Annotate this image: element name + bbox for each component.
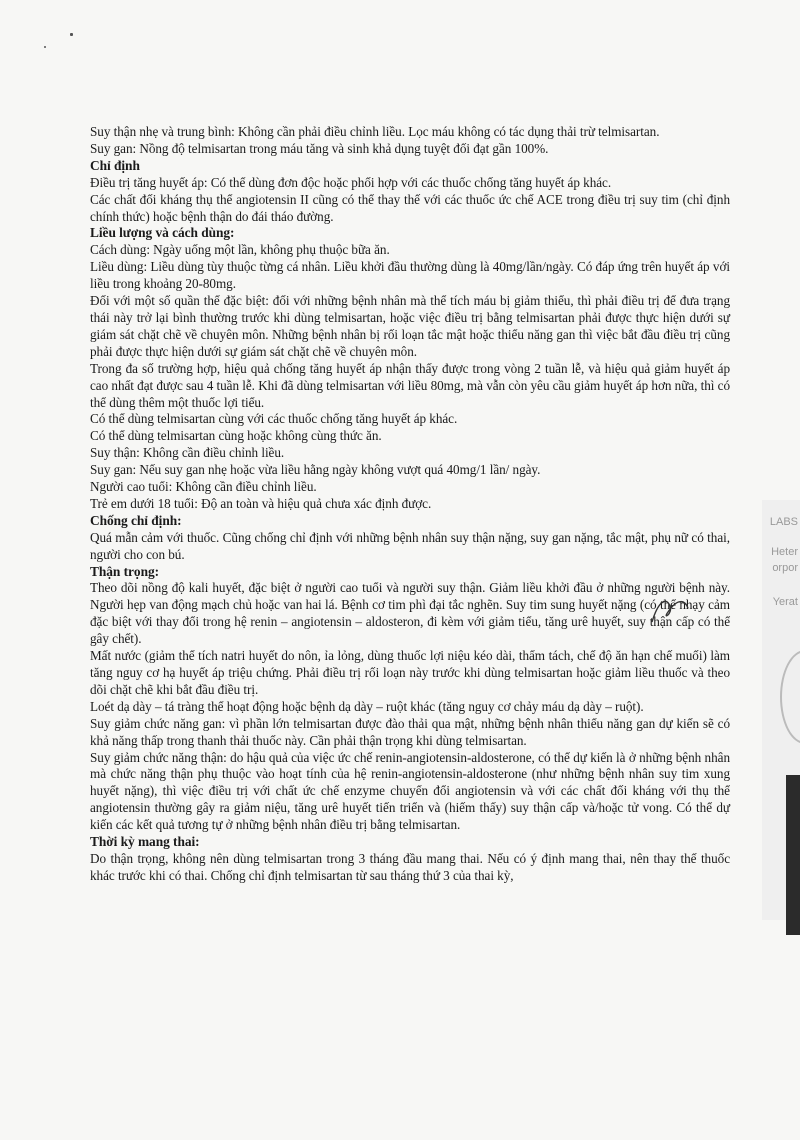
section-heading-lieu-luong: Liều lượng và cách dùng: [90, 225, 235, 241]
section-heading-thai-ky: Thời kỳ mang thai: [90, 834, 200, 850]
paragraph: Suy giảm chức năng thận: do hậu quả của việc ức chế renin-angiotensin-aldosterone, có thể dự kiến là ở những bệnh nhân mà chức năng thận phụ thuộc vào hoạt tính của hệ renin-angiotensin-aldosterone (như những bệnh nhân suy tim xung huyết nặng), thì việc điều trị với chất ức chế enzyme chuyển đổi angiotensin và với các chất đối kháng với thụ thể angiotensin thường gây ra giảm niệu, tăng urê huyết tiến triển và (hiếm thấy) suy thận cấp và/hoặc tử vong. Có thể dự kiến các kết quả tương tự ở những bệnh nhân điều trị bằng telmisartan. [90, 749, 730, 833]
paragraph: Suy giảm chức năng gan: vì phần lớn telmisartan được đào thải qua mật, những bệnh nhân thiểu năng gan dự kiến sẽ có khả năng thấp trong thanh thải thuốc này. Cần phải thận trọng khi dùng telmisartan. [90, 715, 730, 748]
paragraph: Trẻ em dưới 18 tuổi: Độ an toàn và hiệu quả chưa xác định được. [90, 495, 432, 511]
paragraph: Suy thận: Không cần điều chỉnh liều. [90, 445, 285, 461]
paragraph: Suy gan: Nồng độ telmisartan trong máu tăng và sinh khả dụng tuyệt đối đạt gần 100%. [90, 140, 549, 156]
paragraph: Suy gan: Nếu suy gan nhẹ hoặc vừa liều hằng ngày không vượt quá 40mg/1 lần/ ngày. [90, 462, 541, 478]
paragraph: Người cao tuổi: Không cần điều chỉnh liều. [90, 479, 317, 495]
edge-text: LABS [769, 516, 798, 528]
paragraph: Suy thận nhẹ và trung bình: Không cần phải điều chỉnh liều. Lọc máu không có tác dụng thải trừ telmisartan. [90, 124, 660, 139]
paragraph: Đối với một số quần thể đặc biệt: đối với những bệnh nhân mà thể tích máu bị giảm thiểu, thì phải điều trị để đưa trạng thái này trở lại bình thường trước khi dùng telmisartan, hoặc việc điều trị bằng telmisartan phải được thực hiện dưới sự giám sát chặt chẽ về chuyên môn. Những bệnh nhân bị rối loạn tắc mật hoặc thiểu năng gan thì việc bắt đầu điều trị cũng phải được thực hiện dưới sự giám sát chặt chẽ về chuyên môn. [90, 293, 730, 359]
edge-dark-bar [786, 775, 800, 935]
section-heading-chong-chi-dinh: Chống chỉ định: [90, 512, 182, 528]
paragraph: Có thể dùng telmisartan cùng hoặc không cùng thức ăn. [90, 428, 382, 444]
section-heading-than-trong: Thận trọng: [90, 563, 160, 579]
paragraph: Có thể dùng telmisartan cùng với các thuốc chống tăng huyết áp khác. [90, 411, 458, 427]
edge-text: Yerat [772, 596, 798, 608]
paragraph: Liều dùng: Liều dùng tùy thuộc từng cá nhân. Liều khởi đầu thường dùng là 40mg/lần/ngày. Có đáp ứng trên huyết áp với liều trong khoảng 20-80mg. [90, 259, 730, 292]
paragraph: Mất nước (giảm thể tích natri huyết do nôn, ỉa lỏng, dùng thuốc lợi niệu kéo dài, thẩm tách, chế độ ăn hạn chế muối) làm tăng nguy cơ hạ huyết áp triệu chứng. Phải điều trị rối loạn này trước khi dùng telmisartan hoặc giảm liều thuốc và theo dõi chặt chẽ khi bắt đầu điều trị. [90, 648, 730, 697]
paragraph: Theo dõi nồng độ kali huyết, đặc biệt ở người cao tuổi và người suy thận. Giảm liều khởi đầu ở những người bệnh này. Người hẹp van động mạch chủ hoặc van hai lá. Bệnh cơ tim phì đại tắc nghẽn. Suy tim sung huyết nặng (có thể nhạy cảm đặc biệt với thay đổi trong hệ renin – angiotensin – aldosteron, đi kèm với giảm tiểu, tăng urê huyết, suy thận cấp có thể gây chết). [90, 580, 730, 647]
scan-speck [70, 33, 73, 36]
paragraph: Trong đa số trường hợp, hiệu quả chống tăng huyết áp nhận thấy được trong vòng 2 tuần lễ, và hiệu quả giảm huyết áp cao nhất đạt được sau 4 tuần lễ. Khi đã dùng telmisartan với liều 80mg, mà vẫn còn yêu cầu giảm huyết áp hơn nữa, thì có thể dùng thêm một thuốc lợi tiểu. [90, 360, 730, 410]
document-page [90, 124, 730, 885]
paragraph: Cách dùng: Ngày uống một lần, không phụ thuộc bữa ăn. [90, 242, 390, 258]
paragraph: Các chất đối kháng thụ thể angiotensin II cũng có thể thay thế với các thuốc ức chế ACE trong điều trị suy tim (chỉ định chính thức) hoặc bệnh thận do đái tháo đường. [90, 191, 730, 224]
paragraph: Quá mẫn cảm với thuốc. Cũng chống chỉ định với những bệnh nhân suy thận nặng, suy gan nặng, tắc mật, phụ nữ có thai, người cho con bú. [90, 529, 730, 562]
paragraph: Điều trị tăng huyết áp: Có thể dùng đơn độc hoặc phối hợp với các thuốc chống tăng huyết áp khác. [90, 174, 612, 190]
scan-speck [44, 46, 46, 48]
signature-mark [648, 592, 694, 628]
paragraph: Do thận trọng, không nên dùng telmisartan trong 3 tháng đầu mang thai. Nếu có ý định mang thai, nên thay thế thuốc khác trước khi có thai. Chống chỉ định telmisartan từ sau tháng thứ 3 của thai kỳ, [90, 850, 730, 883]
section-heading-chi-dinh: Chỉ định [90, 157, 140, 173]
edge-text: Heter [771, 546, 798, 558]
paragraph: Loét dạ dày – tá tràng thể hoạt động hoặc bệnh dạ dày – ruột khác (tăng nguy cơ chảy máu dạ dày – ruột). [90, 698, 644, 714]
edge-text: orpor [772, 562, 798, 574]
